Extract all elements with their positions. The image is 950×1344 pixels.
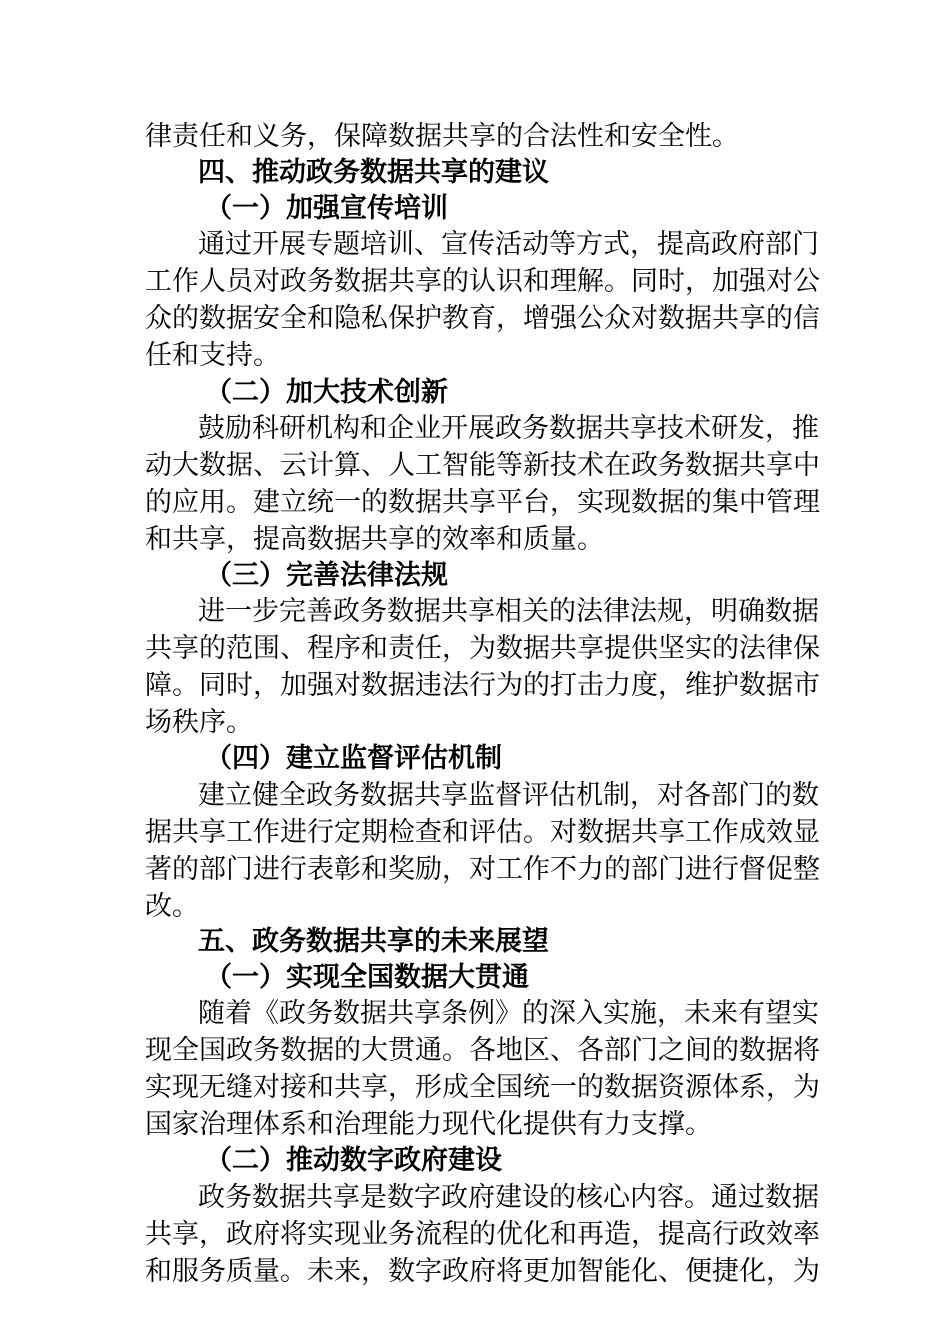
paragraph-line: 建立健全政务数据共享监督评估机制，对各部门的数 [198, 780, 819, 811]
paragraph-line: 国家治理体系和治理能力现代化提供有力支撑。 [145, 1109, 712, 1140]
paragraph-line: 众的数据安全和隐私保护教育，增强公众对数据共享的信 [145, 303, 820, 334]
paragraph-line: 的应用。建立统一的数据共享平台，实现数据的集中管理 [145, 487, 820, 518]
paragraph-line: 现全国政务数据的大贯通。各地区、各部门之间的数据将 [145, 1035, 820, 1066]
paragraph-line: 障。同时，加强对数据违法行为的打击力度，维护数据市 [145, 670, 820, 701]
paragraph-line: 著的部门进行表彰和奖励，对工作不力的部门进行督促整 [145, 854, 820, 885]
paragraph-line: 政务数据共享是数字政府建设的核心内容。通过数据 [198, 1182, 819, 1213]
subsection-heading: （一）加强宣传培训 [205, 193, 448, 224]
paragraph-line: 据共享工作进行定期检查和评估。对数据共享工作成效显 [145, 817, 820, 848]
section-heading: 五、政务数据共享的未来展望 [198, 926, 549, 957]
paragraph-line: 实现无缝对接和共享，形成全国统一的数据资源体系，为 [145, 1072, 820, 1103]
paragraph-line: 工作人员对政务数据共享的认识和理解。同时，加强对公 [145, 266, 820, 297]
paragraph-line: 通过开展专题培训、宣传活动等方式，提高政府部门 [198, 229, 819, 260]
paragraph-line: 随着《政务数据共享条例》的深入实施，未来有望实 [198, 998, 819, 1029]
paragraph-line: 和共享，提高数据共享的效率和质量。 [145, 524, 604, 555]
section-heading: 四、推动政务数据共享的建议 [198, 157, 549, 188]
subsection-heading: （二）加大技术创新 [205, 377, 448, 408]
subsection-heading: （三）完善法律法规 [205, 560, 448, 591]
paragraph-line: 律责任和义务，保障数据共享的合法性和安全性。 [145, 121, 739, 152]
paragraph-line: 改。 [145, 891, 199, 922]
paragraph-line: 任和支持。 [145, 340, 280, 371]
paragraph-line: 场秩序。 [145, 707, 253, 738]
paragraph-line: 进一步完善政务数据共享相关的法律法规，明确数据 [198, 596, 819, 627]
paragraph-line: 和服务质量。未来，数字政府将更加智能化、便捷化，为 [145, 1256, 820, 1287]
subsection-heading: （四）建立监督评估机制 [205, 743, 502, 774]
paragraph-line: 动大数据、云计算、人工智能等新技术在政务数据共享中 [145, 450, 820, 481]
paragraph-line: 鼓励科研机构和企业开展政务数据共享技术研发，推 [198, 413, 819, 444]
paragraph-line: 共享，政府将实现业务流程的优化和再造，提高行政效率 [145, 1219, 820, 1250]
paragraph-line: 共享的范围、程序和责任，为数据共享提供坚实的法律保 [145, 633, 820, 664]
subsection-heading: （一）实现全国数据大贯通 [205, 962, 529, 993]
subsection-heading: （二）推动数字政府建设 [205, 1145, 502, 1176]
